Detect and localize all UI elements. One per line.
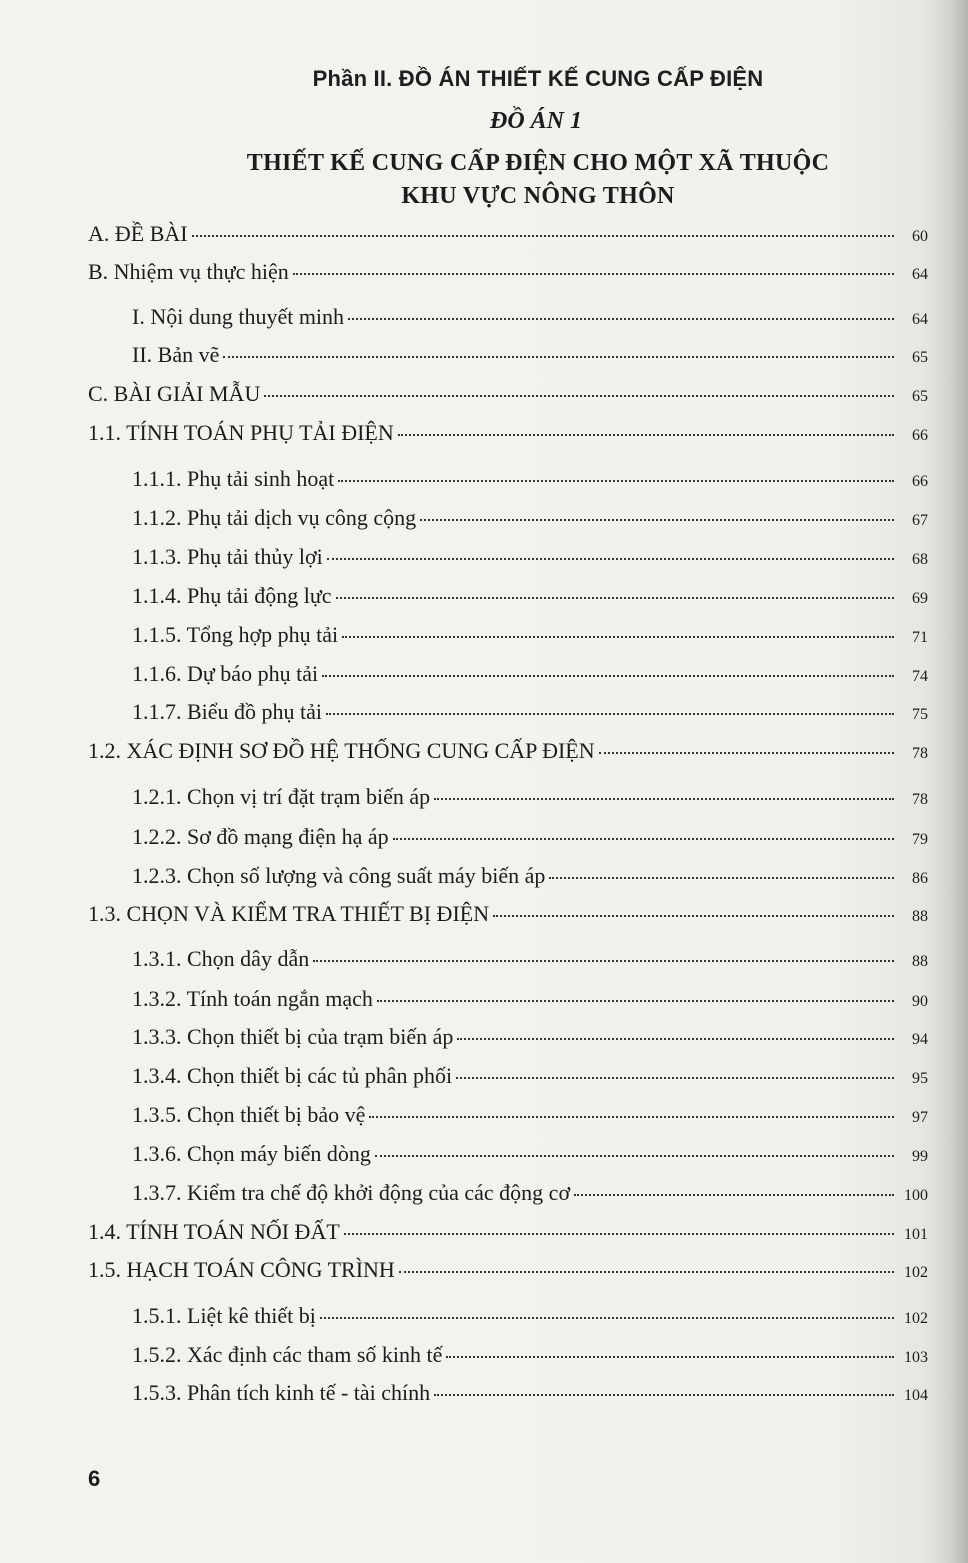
toc-leader-dots	[456, 1077, 894, 1079]
toc-entry-title: 1.1.1. Phụ tải sinh hoạt	[132, 466, 335, 491]
toc-entry-page: 102	[904, 1310, 928, 1327]
toc-entry-title: 1.3.6. Chọn máy biến dòng	[132, 1141, 371, 1166]
toc-entry	[132, 466, 928, 496]
toc-leader-dots	[293, 273, 894, 275]
toc-entry-title: 1.1.7. Biểu đồ phụ tải	[132, 699, 323, 724]
toc-entry-page: 90	[912, 993, 928, 1010]
toc-leader-dots	[457, 1038, 894, 1040]
toc-entry-page: 94	[912, 1031, 928, 1048]
page-number: 6	[88, 1466, 101, 1491]
toc-entry-page: 88	[912, 908, 928, 925]
toc-entry	[132, 1024, 928, 1054]
toc-entry	[132, 863, 928, 893]
toc-entry	[88, 901, 928, 931]
toc-leader-dots	[398, 434, 894, 436]
toc-entry-page: 104	[904, 1387, 928, 1404]
toc-entry	[132, 699, 928, 729]
toc-entry-page: 95	[912, 1070, 928, 1087]
toc-entry	[132, 661, 928, 691]
toc-entry-title: 1.1.6. Dự báo phụ tải	[132, 661, 319, 686]
toc-entry-title: 1.3.3. Chọn thiết bị của trạm biến áp	[132, 1024, 454, 1049]
toc-entry-title: B. Nhiệm vụ thực hiện	[88, 259, 289, 284]
toc-entry-title: 1.2. XÁC ĐỊNH SƠ ĐỒ HỆ THỐNG CUNG CẤP ĐIỆN	[88, 738, 595, 763]
toc-entry-page: 66	[912, 427, 928, 444]
chapter-heading-line-2: KHU VỰC NÔNG THÔN	[401, 183, 675, 209]
toc-entry-page: 100	[904, 1187, 928, 1204]
toc-entry-title: II. Bản vẽ	[132, 342, 220, 367]
toc-entry	[132, 986, 928, 1016]
toc-entry-page: 74	[912, 668, 928, 685]
toc-entry-title: 1.5.3. Phân tích kinh tế - tài chính	[132, 1380, 431, 1405]
toc-entry-title: 1.1.3. Phụ tải thủy lợi	[132, 544, 323, 569]
toc-entry-title: 1.3.1. Chọn dây dẫn	[132, 946, 310, 971]
toc-leader-dots	[264, 395, 894, 397]
toc-leader-dots	[599, 752, 894, 754]
toc-entry	[132, 1342, 928, 1372]
toc-entry-page: 88	[912, 953, 928, 970]
toc-leader-dots	[369, 1116, 894, 1118]
toc-entry-title: 1.1.2. Phụ tải dịch vụ công cộng	[132, 505, 417, 530]
toc-entry-title: 1.2.3. Chọn số lượng và công suất máy biến áp	[132, 863, 546, 888]
toc-entry	[132, 784, 928, 814]
toc-entry-page: 102	[904, 1264, 928, 1281]
toc-entry-title: 1.2.1. Chọn vị trí đặt trạm biến áp	[132, 784, 431, 809]
toc-entry-page: 69	[912, 590, 928, 607]
toc-leader-dots	[574, 1194, 894, 1196]
project-label: ĐỒ ÁN 1	[489, 108, 582, 134]
toc-leader-dots	[344, 1233, 894, 1235]
toc-leader-dots	[434, 1394, 894, 1396]
toc-entry	[132, 1102, 928, 1132]
toc-entry-title: A. ĐỀ BÀI	[88, 221, 188, 246]
toc-entry	[132, 824, 928, 854]
toc-entry-title: I. Nội dung thuyết minh	[132, 304, 345, 329]
toc-entry	[88, 259, 928, 289]
toc-entry-title: 1.1.5. Tổng hợp phụ tải	[132, 622, 339, 647]
toc-leader-dots	[399, 1271, 894, 1273]
toc-entry	[132, 946, 928, 976]
toc-entry-title: 1.1. TÍNH TOÁN PHỤ TẢI ĐIỆN	[88, 420, 394, 445]
toc-entry-page: 75	[912, 706, 928, 723]
toc-leader-dots	[377, 1000, 894, 1002]
toc-entry-page: 97	[912, 1109, 928, 1126]
toc-entry-page: 64	[912, 266, 928, 283]
toc-entry	[132, 1303, 928, 1333]
toc-entry-page: 67	[912, 512, 928, 529]
toc-entry-title: 1.3.4. Chọn thiết bị các tủ phân phối	[132, 1063, 453, 1088]
toc-entry	[132, 544, 928, 574]
toc-leader-dots	[342, 636, 894, 638]
toc-entry	[132, 1141, 928, 1171]
toc-entry-page: 64	[912, 311, 928, 328]
toc-entry-page: 65	[912, 388, 928, 405]
toc-entry-title: C. BÀI GIẢI MẪU	[88, 381, 261, 406]
toc-leader-dots	[493, 915, 894, 917]
toc-entry	[132, 1380, 928, 1410]
toc-leader-dots	[434, 798, 894, 800]
toc-entry-title: 1.1.4. Phụ tải động lực	[132, 583, 332, 608]
toc-entry-title: 1.3. CHỌN VÀ KIỂM TRA THIẾT BỊ ĐIỆN	[88, 901, 490, 926]
toc-leader-dots	[348, 318, 894, 320]
toc-entry	[88, 420, 928, 450]
toc-entry-title: 1.3.5. Chọn thiết bị bảo vệ	[132, 1102, 366, 1127]
toc-entry-title: 1.3.2. Tính toán ngắn mạch	[132, 986, 373, 1011]
toc-leader-dots	[320, 1317, 894, 1319]
toc-entry-title: 1.5. HẠCH TOÁN CÔNG TRÌNH	[88, 1257, 395, 1282]
toc-entry	[132, 505, 928, 535]
toc-leader-dots	[336, 597, 894, 599]
toc-leader-dots	[322, 675, 894, 677]
chapter-heading-line-1: THIẾT KẾ CUNG CẤP ĐIỆN CHO MỘT XÃ THUỘC	[246, 150, 830, 176]
toc-entry	[88, 1219, 928, 1249]
toc-entry	[132, 342, 928, 372]
toc-leader-dots	[446, 1356, 894, 1358]
toc-entry	[88, 738, 928, 768]
toc-entry-title: 1.4. TÍNH TOÁN NỐI ĐẤT	[88, 1219, 340, 1244]
toc-entry-page: 71	[912, 629, 928, 646]
toc-entry	[88, 221, 928, 251]
toc-entry	[132, 304, 928, 334]
toc-leader-dots	[313, 960, 894, 962]
toc-entry-page: 99	[912, 1148, 928, 1165]
toc-entry-page: 78	[912, 745, 928, 762]
toc-entry-page: 60	[912, 228, 928, 245]
part-title: Phần II. ĐỒ ÁN THIẾT KẾ CUNG CẤP ĐIỆN	[312, 66, 764, 91]
toc-entry	[132, 622, 928, 652]
toc-entry-title: 1.3.7. Kiểm tra chế độ khởi động của các động cơ	[132, 1180, 571, 1205]
toc-leader-dots	[420, 519, 894, 521]
toc-entry-page: 66	[912, 473, 928, 490]
toc-entry-page: 86	[912, 870, 928, 887]
toc-entry-title: 1.5.1. Liệt kê thiết bị	[132, 1303, 316, 1328]
toc-entry-page: 101	[904, 1226, 928, 1243]
toc-leader-dots	[192, 235, 894, 237]
toc-leader-dots	[375, 1155, 894, 1157]
toc-leader-dots	[223, 356, 894, 358]
toc-entry	[88, 381, 928, 411]
toc-leader-dots	[393, 838, 894, 840]
toc-entry	[132, 583, 928, 613]
toc-entry-page: 103	[904, 1349, 928, 1366]
toc-entry	[132, 1180, 928, 1210]
toc-entry-page: 78	[912, 791, 928, 808]
toc-entry-page: 68	[912, 551, 928, 568]
toc-leader-dots	[338, 480, 894, 482]
toc-entry-title: 1.5.2. Xác định các tham số kinh tế	[132, 1342, 443, 1367]
toc-entry	[88, 1257, 928, 1287]
toc-entry	[132, 1063, 928, 1093]
toc-entry-page: 79	[912, 831, 928, 848]
toc-leader-dots	[327, 558, 894, 560]
toc-leader-dots	[549, 877, 894, 879]
toc-leader-dots	[326, 713, 894, 715]
page-edge-shadow	[930, 0, 968, 1563]
toc-entry-title: 1.2.2. Sơ đồ mạng điện hạ áp	[132, 824, 389, 849]
toc-entry-page: 65	[912, 349, 928, 366]
